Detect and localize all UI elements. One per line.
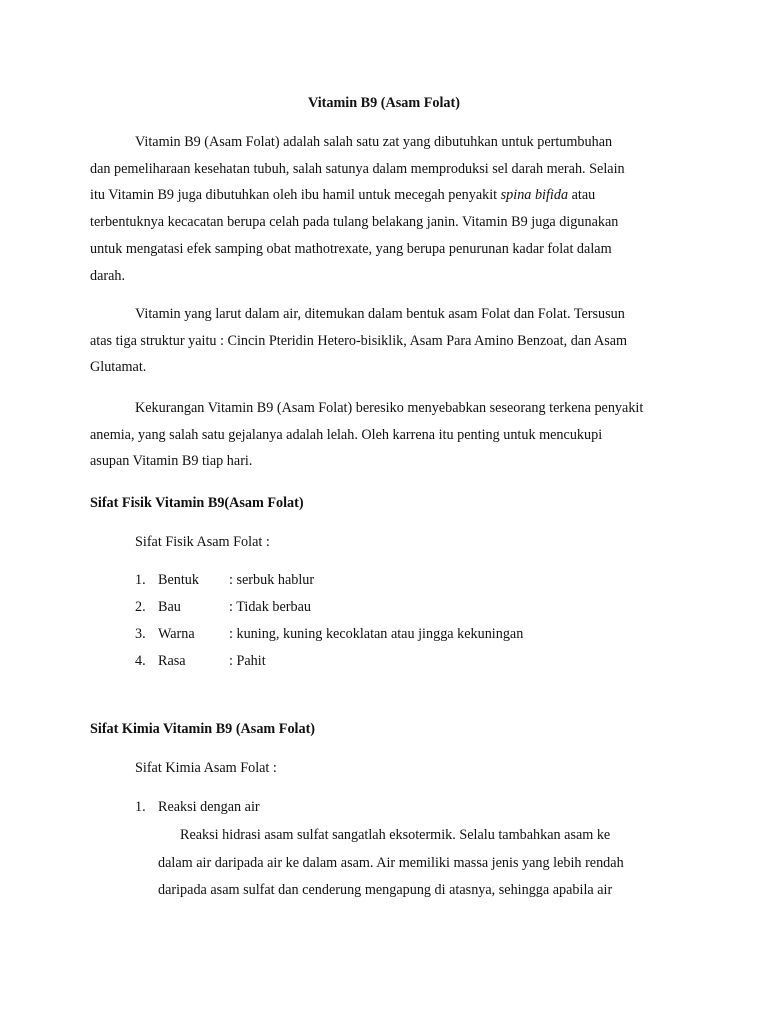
text-line: atas tiga struktur yaitu : Cincin Pteridin Hetero-bisiklik, Asam Para Amino Benzoat, dan Asam: [90, 332, 628, 349]
property-value: : serbuk hablur: [229, 572, 315, 588]
text-segment: itu Vitamin B9 juga dibutuhkan oleh ibu hamil untuk mecegah penyakit: [90, 187, 501, 204]
text-line: asupan Vitamin B9 tiap hari.: [90, 453, 253, 470]
property-name: Bau: [158, 599, 181, 615]
paragraph-intro: [90, 129, 670, 289]
text-segment: atau: [568, 187, 596, 204]
list-number: 2.: [135, 599, 146, 615]
text-line: Glutamat.: [90, 359, 147, 376]
subheading-physical: Sifat Fisik Asam Folat :: [135, 534, 270, 550]
paragraph-deficiency: [90, 395, 670, 475]
property-name: Bentuk: [158, 572, 199, 588]
text-line: anemia, yang salah satu gejalanya adalah lelah. Oleh karrena itu penting untuk mencukupi: [90, 426, 603, 443]
list-number: 1.: [135, 572, 146, 588]
reaction-label: Reaksi dengan air: [158, 799, 260, 815]
italic-term: spina bifida: [500, 187, 569, 204]
property-value: : Pahit: [229, 653, 266, 669]
subheading-chemical: Sifat Kimia Asam Folat :: [135, 760, 277, 776]
property-value: : Tidak berbau: [229, 599, 311, 615]
property-name: Rasa: [158, 653, 186, 669]
text-line: daripada asam sulfat dan cenderung mengapung di atasnya, sehingga apabila air: [158, 882, 613, 898]
reaction-description: [158, 822, 678, 905]
text-line: darah.: [90, 267, 126, 284]
paragraph-structure: [90, 301, 670, 381]
text-line: Vitamin B9 (Asam Folat) adalah salah satu zat yang dibutuhkan untuk pertumbuhan: [135, 134, 613, 150]
text-line: Reaksi hidrasi asam sulfat sangatlah eksotermik. Selalu tambahkan asam ke: [180, 827, 611, 843]
list-number: 3.: [135, 626, 146, 642]
text-line: untuk mengatasi efek samping obat mathotrexate, yang berupa penurunan kadar folat dalam: [90, 240, 612, 257]
section-heading-chemical: Sifat Kimia Vitamin B9 (Asam Folat): [90, 721, 316, 737]
list-number: 1.: [135, 799, 146, 815]
property-value: : kuning, kuning kecoklatan atau jingga kekuningan: [229, 626, 524, 642]
text-line: Kekurangan Vitamin B9 (Asam Folat) beresiko menyebabkan seseorang terkena penyakit: [135, 400, 644, 416]
text-line: dan pemeliharaan kesehatan tubuh, salah satunya dalam memproduksi sel darah merah. Selain: [90, 160, 625, 177]
text-line: [90, 182, 670, 209]
list-number: 4.: [135, 653, 146, 669]
property-name: Warna: [158, 626, 195, 642]
text-line: dalam air daripada air ke dalam asam. Air memiliki massa jenis yang lebih rendah: [158, 854, 624, 871]
text-line: terbentuknya kecacatan berupa celah pada tulang belakang janin. Vitamin B9 juga digunakan: [90, 214, 619, 231]
section-heading-physical: Sifat Fisik Vitamin B9(Asam Folat): [90, 495, 304, 511]
document-title: Vitamin B9 (Asam Folat): [308, 95, 460, 111]
text-line: Vitamin yang larut dalam air, ditemukan dalam bentuk asam Folat dan Folat. Tersusun: [135, 306, 625, 322]
